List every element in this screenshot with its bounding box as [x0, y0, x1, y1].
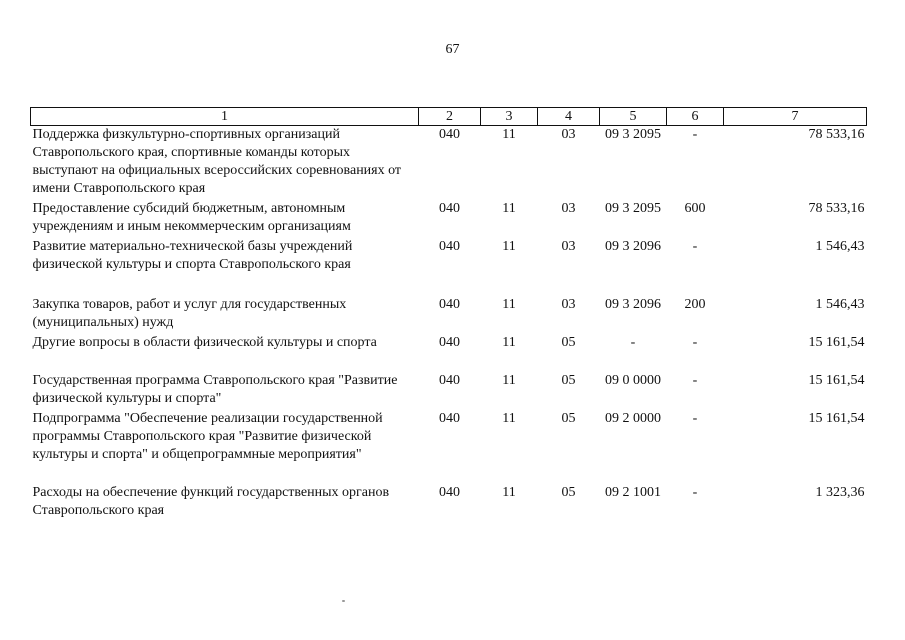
row-code-3: 11 [502, 372, 516, 388]
table-header-row [31, 108, 867, 126]
row-code-5: 09 3 2096 [605, 296, 661, 312]
header-col-3: 3 [481, 108, 538, 126]
row-name: Расходы на обеспечение функций государственных органов Ставропольского края [32, 484, 390, 518]
row-code-5: 09 2 1001 [605, 484, 661, 500]
row-amount: 15 161,54 [808, 410, 865, 426]
row-code-2: 040 [439, 334, 460, 350]
row-code-3: 11 [502, 484, 516, 500]
table-row [31, 126, 867, 200]
row-amount: 1 546,43 [815, 238, 865, 254]
row-code-5: 09 3 2095 [605, 200, 661, 216]
row-code-2: 040 [439, 238, 460, 254]
row-code-2: 040 [439, 127, 460, 142]
row-code-5: 09 2 0000 [605, 410, 661, 426]
row-code-4: 05 [561, 484, 576, 500]
table-row [31, 296, 867, 334]
row-code-3: 11 [502, 296, 516, 312]
row-code-5: - [630, 334, 636, 350]
row-code-3: 11 [502, 127, 516, 142]
row-code-5: 09 3 2095 [605, 127, 661, 142]
table-row [31, 410, 867, 484]
table-row [31, 484, 867, 522]
row-code-6: - [692, 410, 698, 426]
row-code-4: 03 [561, 200, 576, 216]
table-row [31, 334, 867, 372]
header-col-6: 6 [667, 108, 724, 126]
row-code-4: 05 [561, 334, 576, 350]
header-col-2: 2 [419, 108, 481, 126]
row-name: Подпрограмма "Обеспечение реализации государственной программы Ставропольского края "Развитие физической культуры и спорта" и общепрограммные мероприятия" [32, 410, 383, 462]
row-name: Другие вопросы в области физической культуры и спорта [32, 334, 377, 350]
row-code-3: 11 [502, 200, 516, 216]
row-code-2: 040 [439, 200, 460, 216]
row-code-2: 040 [439, 296, 460, 312]
row-name: Государственная программа Ставропольского края "Развитие физической культуры и спорта" [32, 372, 398, 406]
row-code-6: - [692, 127, 698, 142]
header-col-7: 7 [724, 108, 867, 126]
row-code-6: 200 [684, 296, 706, 312]
row-code-4: 05 [561, 410, 576, 426]
row-code-2: 040 [439, 410, 460, 426]
row-name: Закупка товаров, работ и услуг для государственных (муниципальных) нужд [32, 296, 347, 330]
row-amount: 1 323,36 [815, 484, 865, 500]
header-col-5: 5 [600, 108, 667, 126]
row-amount: 1 546,43 [815, 296, 865, 312]
row-code-6: - [692, 484, 698, 500]
header-col-4: 4 [538, 108, 600, 126]
table-row [31, 200, 867, 238]
table-row [31, 372, 867, 410]
row-code-4: 03 [561, 296, 576, 312]
row-code-5: 09 0 0000 [605, 372, 661, 388]
row-code-6: 600 [684, 200, 706, 216]
row-code-3: 11 [502, 410, 516, 426]
header-col-1: 1 [31, 108, 419, 126]
row-amount: 78 533,16 [808, 200, 865, 216]
row-code-4: 03 [561, 238, 576, 254]
row-code-5: 09 3 2096 [605, 238, 661, 254]
row-code-3: 11 [502, 238, 516, 254]
row-name: Развитие материально-технической базы учреждений физической культуры и спорта Ставропольского края [32, 238, 353, 272]
row-code-2: 040 [439, 484, 460, 500]
row-code-4: 03 [561, 127, 576, 142]
page-number: 67 [445, 42, 460, 57]
row-code-3: 11 [502, 334, 516, 350]
row-amount: 15 161,54 [808, 334, 865, 350]
scan-speck [342, 600, 345, 602]
row-amount: 78 533,16 [808, 127, 865, 142]
row-code-6: - [692, 238, 698, 254]
budget-table [30, 107, 867, 522]
row-name: Поддержка физкультурно-спортивных организаций Ставропольского края, спортивные команды которых выступают на официальных всероссийских соревнованиях от имени Ставропольского края [32, 127, 402, 196]
table-row [31, 238, 867, 296]
row-code-4: 05 [561, 372, 576, 388]
row-code-6: - [692, 334, 698, 350]
row-name: Предоставление субсидий бюджетным, автономным учреждениям и иным некоммерческим организациям [32, 200, 351, 234]
row-amount: 15 161,54 [808, 372, 865, 388]
row-code-2: 040 [439, 372, 460, 388]
row-code-6: - [692, 372, 698, 388]
